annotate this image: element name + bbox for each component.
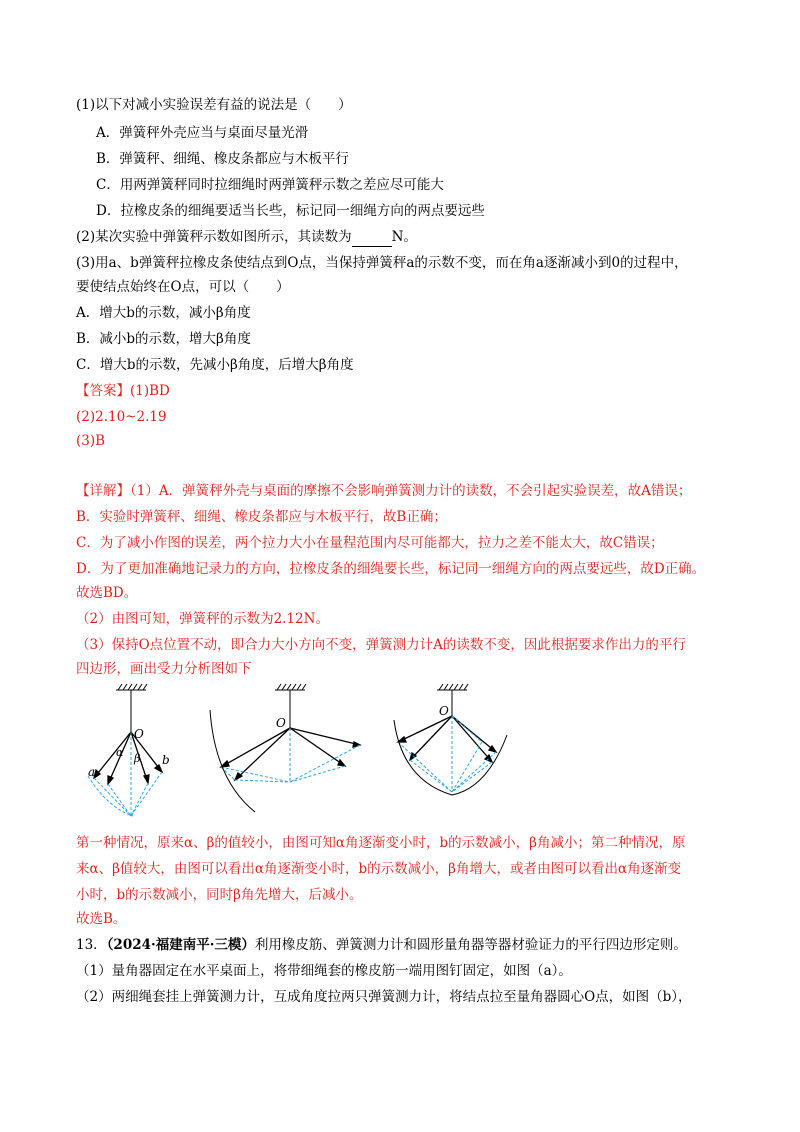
label-a: a [88,765,96,779]
q3-option-b: B．减小b的示数，增大β角度 [76,331,251,347]
q13-source: （2024·福建南平·三模） [106,937,255,953]
q1-stem: (1)以下对减小实验误差有益的说法是（ ） [76,97,352,113]
label-beta: β [134,752,141,765]
q1-option-b: B．弹簧秤、细绳、橡皮条都应与木板平行 [96,151,349,167]
q2-post: N。 [391,229,417,245]
detail-line-2: B．实验时弹簧秤、细绳、橡皮条都应与木板平行，故B正确； [76,509,447,525]
force-diagram-2 [205,680,375,820]
q1-option-c: C．用两弹簧秤同时拉细绳时两弹簧秤示数之差应尽可能大 [96,177,444,193]
q2-pre: (2)某次实验中弹簧秤示数如图所示，其读数为 [76,229,352,245]
q3-option-c: C．增大b的示数，先减小β角度，后增大β角度 [76,357,354,373]
q13-number: 13． [76,937,107,953]
label-O-3: O [439,704,449,718]
q13-stem [76,936,687,954]
detail-line-3: C．为了减小作图的误差，两个拉力大小在量程范围内尽可能都大，拉力之差不能太大，故C错误； [76,535,664,551]
answer-block [76,382,170,400]
detail-line-11: 小时，b的示数减小，同时β角先增大，后减小。 [76,887,363,903]
answer-1: (1)BD [130,383,170,399]
detail-text-1: （1）A．弹簧秤外壳与桌面的摩擦不会影响弹簧测力计的读数，不会引起实验误差，故A错误； [130,483,692,499]
answer-2: (2)2.10~2.19 [76,409,167,425]
label-alpha: α [116,746,124,759]
q13-step-2: （2）两细绳套挂上弹簧测力计，互成角度拉两只弹簧测力计，将结点拉至量角器圆心O点，如图（b）， [76,989,692,1005]
q3-stem-line1: (3)用a、b弹簧秤拉橡皮条使结点到O点，当保持弹簧秤a的示数不变，而在角a逐渐减小到0的过程中， [76,255,688,271]
detail-line-7: （3）保持O点位置不动，即合力大小方向不变，弹簧测力计A的读数不变，因此根据要求作出力的平行 [76,637,686,653]
q3-option-a: A．增大b的示数，减小β角度 [76,305,251,321]
q1-option-d: D．拉橡皮条的细绳要适当长些，标记同一细绳方向的两点要远些 [96,203,485,219]
detail-line-5: 故选BD。 [76,585,138,601]
label-O-2: O [276,716,286,730]
q13-text: 利用橡皮筋、弹簧测力计和圆形量角器等器材验证力的平行四边形定则。 [254,937,687,953]
q1-option-a: A．弹簧秤外壳应当与桌面尽量光滑 [96,125,309,141]
detail-line-1 [76,482,691,500]
q2-stem [76,228,417,247]
detail-line-10: 来α、β值较大，由图可以看出α角逐渐变小时，b的示数减小，β角增大，或者由图可以看出α角逐渐变 [76,861,682,877]
label-O: O [134,727,144,741]
detail-line-6: （2）由图可知，弹簧秤的示数为2.12N。 [76,611,329,627]
detail-line-4: D．为了更加准确地记录力的方向，拉橡皮条的细绳要长些，标记同一细绳方向的两点要远些，故D正确。 [76,561,706,577]
detail-line-12: 故选B。 [76,911,127,927]
answer-label: 【答案】 [76,383,130,399]
detail-label: 【详解】 [76,483,130,499]
force-diagram-1 [78,680,218,820]
answer-3: (3)B [76,433,106,449]
q13-step-1: （1）量角器固定在水平桌面上，将带细绳套的橡皮筋一端用图钉固定，如图（a）。 [76,963,572,979]
label-b: b [162,753,170,767]
detail-line-9: 第一种情况，原来α、β的值较小，由图可知α角逐渐变小时，b的示数减小，β角减小；第二种情况，原 [76,835,686,851]
q3-stem-line2: 要使结点始终在O点，可以（ ） [76,279,290,295]
answer-blank [352,228,392,247]
detail-line-8: 四边形，画出受力分析图如下 [76,661,252,677]
force-diagram-3 [382,680,522,820]
